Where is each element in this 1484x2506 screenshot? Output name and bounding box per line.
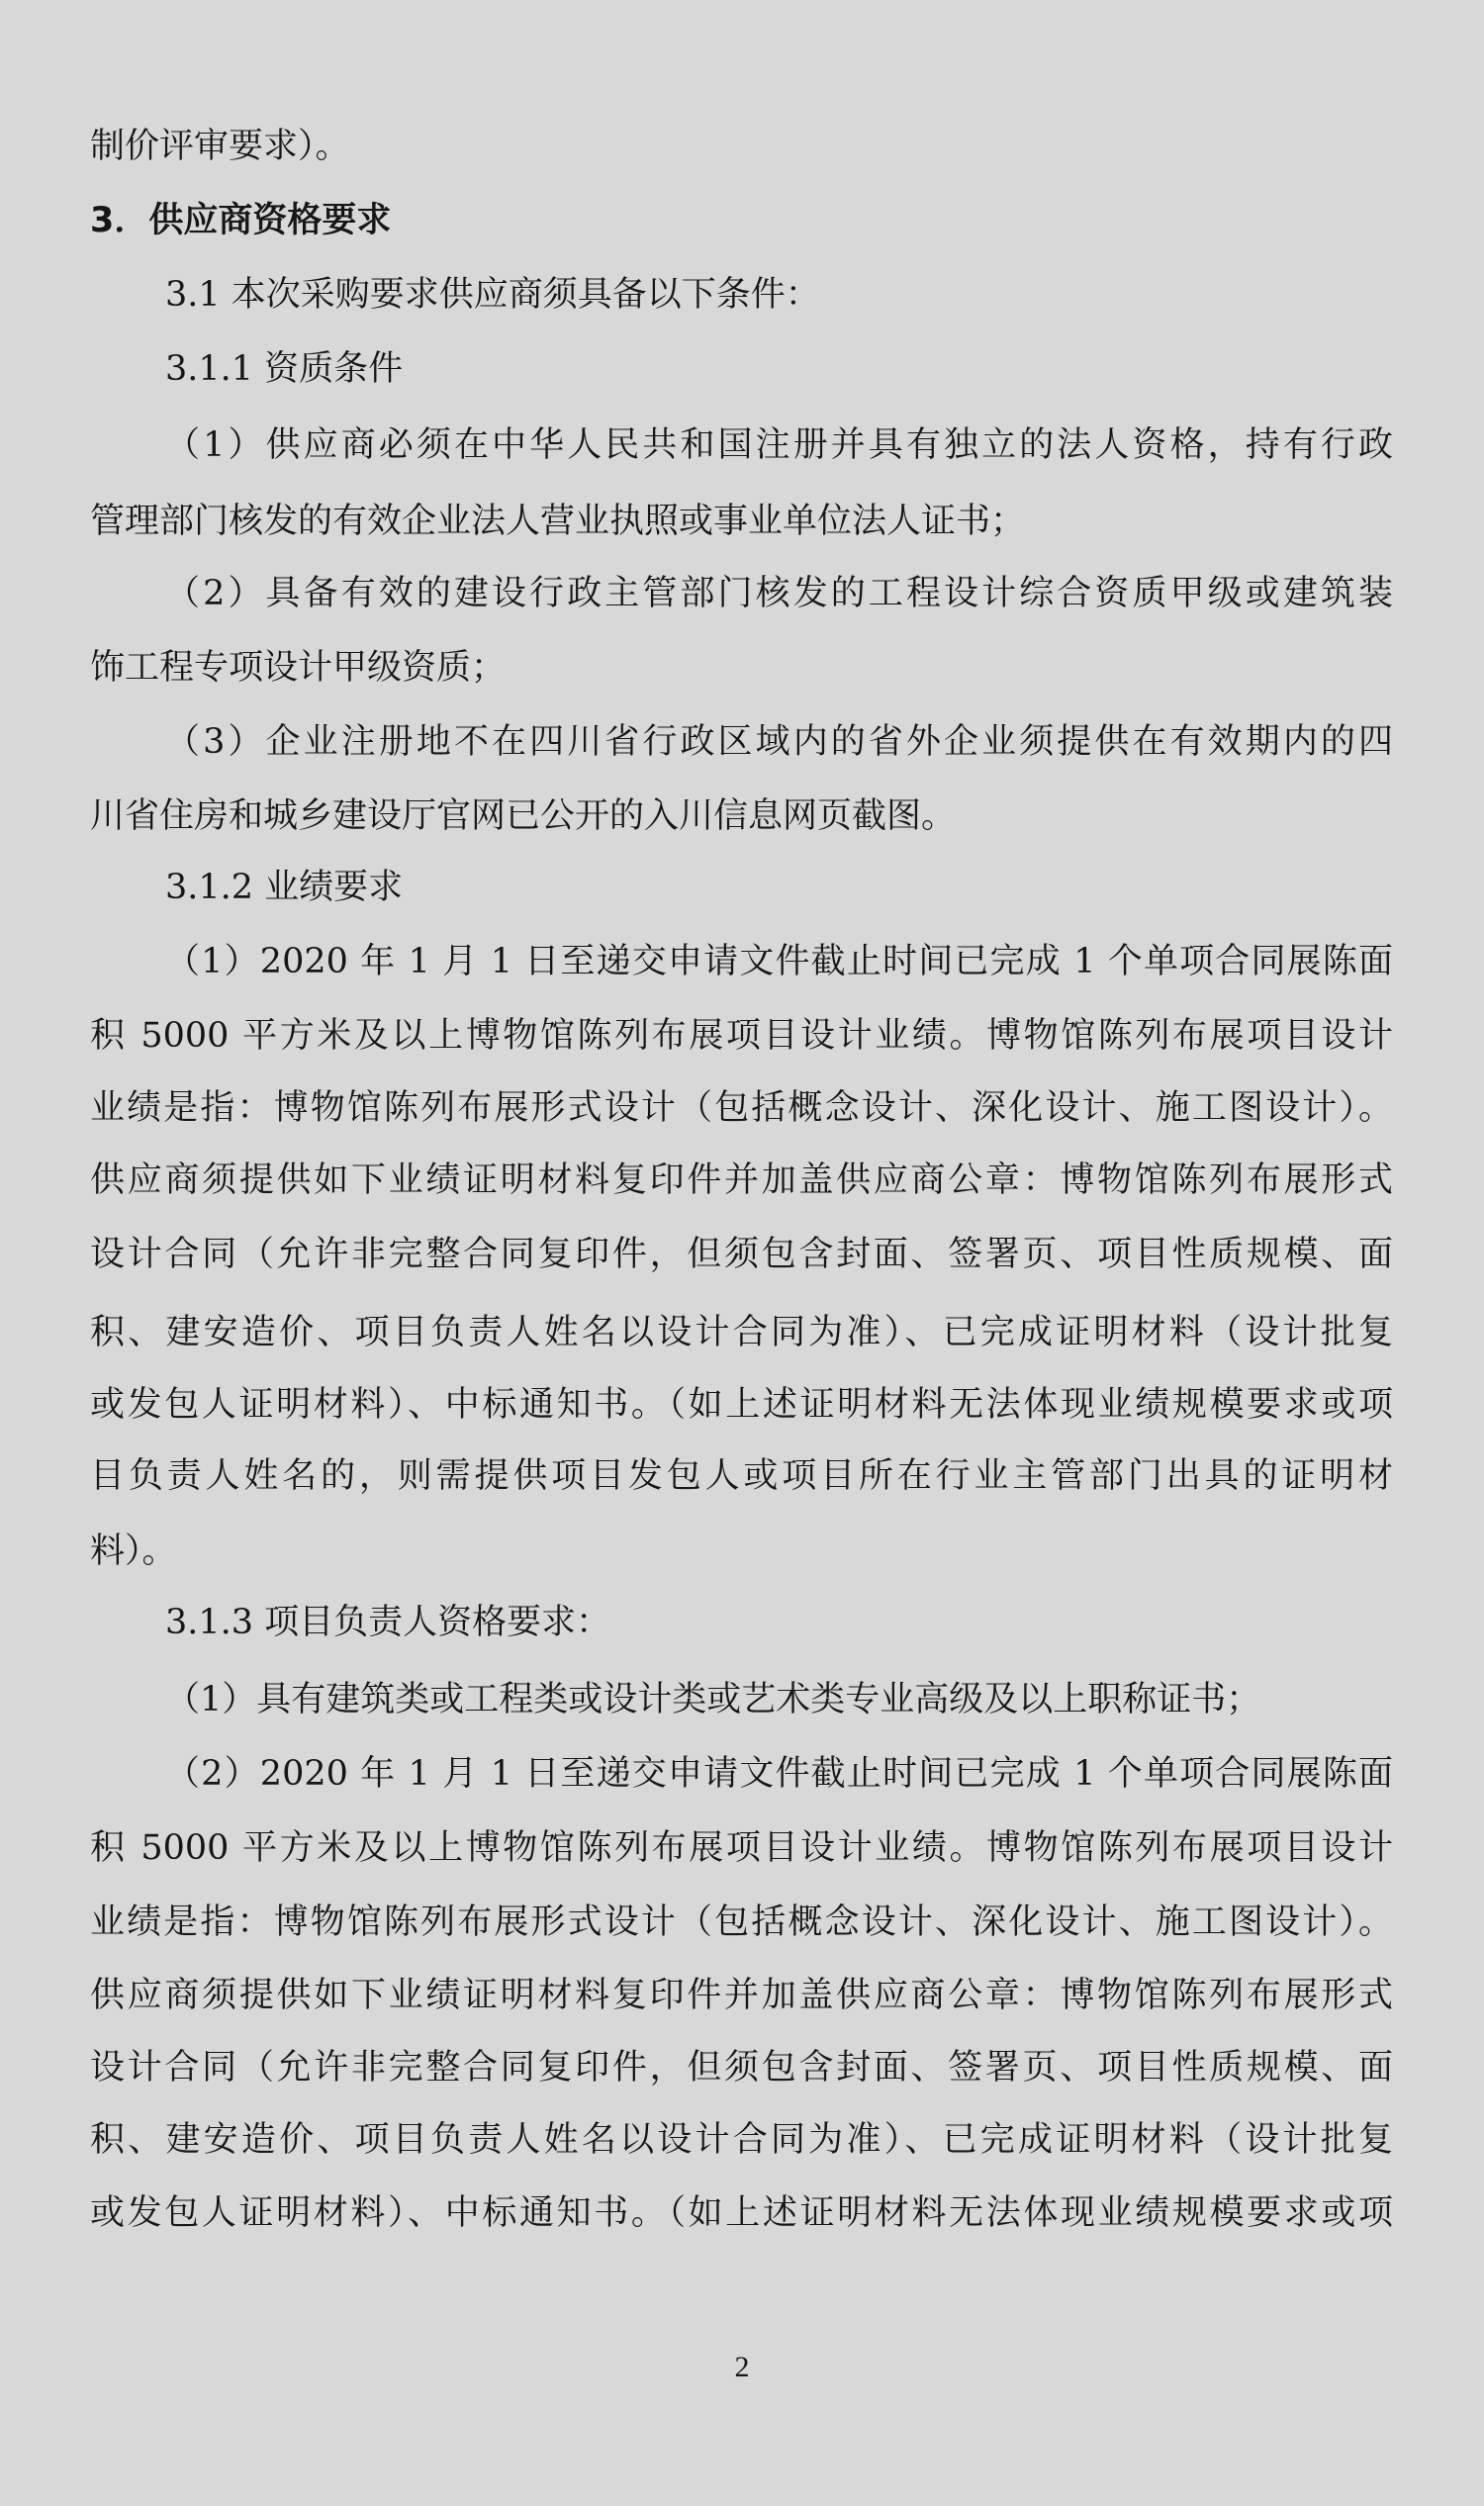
text-line: （1）2020 年 1 月 1 日至递交申请文件截止时间已完成 1 个单项合同展陈面 [165, 942, 1393, 981]
text-line: 业绩是指：博物馆陈列布展形式设计（包括概念设计、深化设计、施工图设计）。 [90, 1903, 1393, 1942]
text-line: 积 5000 平方米及以上博物馆陈列布展项目设计业绩。博物馆陈列布展项目设计 [90, 1828, 1393, 1868]
text-line: 设计合同（允许非完整合同复印件，但须包含封面、签署页、项目性质规模、面 [90, 2048, 1393, 2088]
text-line: 积、建安造价、项目负责人姓名以设计合同为准）、已完成证明材料（设计批复 [90, 2120, 1393, 2160]
text-line: 3.1 本次采购要求供应商须具备以下条件： [165, 275, 820, 315]
text-line: （3）企业注册地不在四川省行政区域内的省外企业须提供在有效期内的四 [165, 722, 1393, 762]
text-line: 目负责人姓名的，则需提供项目发包人或项目所在行业主管部门出具的证明材 [90, 1456, 1393, 1496]
text-line: 川省住房和城乡建设厅官网已公开的入川信息网页截图。 [90, 796, 957, 836]
text-line: 3.1.1 资质条件 [165, 349, 404, 389]
text-line: 供应商须提供如下业绩证明材料复印件并加盖供应商公章：博物馆陈列布展形式 [90, 1160, 1393, 1200]
section-heading: 3．供应商资格要求 [90, 201, 392, 240]
text-line: 或发包人证明材料）、中标通知书。（如上述证明材料无法体现业绩规模要求或项 [90, 1385, 1393, 1425]
text-line: 业绩是指：博物馆陈列布展形式设计（包括概念设计、深化设计、施工图设计）。 [90, 1088, 1393, 1128]
page-number: 2 [734, 2351, 750, 2383]
text-line: 供应商须提供如下业绩证明材料复印件并加盖供应商公章：博物馆陈列布展形式 [90, 1976, 1393, 2015]
text-line: 制价评审要求）。 [90, 127, 350, 166]
text-line: （1）供应商必须在中华人民共和国注册并具有独立的法人资格，持有行政 [165, 425, 1393, 465]
text-line: 设计合同（允许非完整合同复印件，但须包含封面、签署页、项目性质规模、面 [90, 1235, 1393, 1274]
text-line: 或发包人证明材料）、中标通知书。（如上述证明材料无法体现业绩规模要求或项 [90, 2193, 1393, 2233]
text-line: （1）具有建筑类或工程类或设计类或艺术类专业高级及以上职称证书； [165, 1680, 1261, 1719]
text-line: 积 5000 平方米及以上博物馆陈列布展项目设计业绩。博物馆陈列布展项目设计 [90, 1016, 1393, 1056]
text-line: 3.1.3 项目负责人资格要求： [165, 1603, 611, 1642]
text-line: 积、建安造价、项目负责人姓名以设计合同为准）、已完成证明材料（设计批复 [90, 1313, 1393, 1352]
text-line: 饰工程专项设计甲级资质； [90, 648, 507, 688]
text-line: 3.1.2 业绩要求 [165, 868, 404, 907]
text-line: 料）。 [90, 1531, 177, 1571]
text-line: （2）2020 年 1 月 1 日至递交申请文件截止时间已完成 1 个单项合同展陈面 [165, 1754, 1393, 1794]
text-line: （2）具备有效的建设行政主管部门核发的工程设计综合资质甲级或建筑装 [165, 574, 1393, 613]
text-line: 管理部门核发的有效企业法人营业执照或事业单位法人证书； [90, 502, 1026, 541]
